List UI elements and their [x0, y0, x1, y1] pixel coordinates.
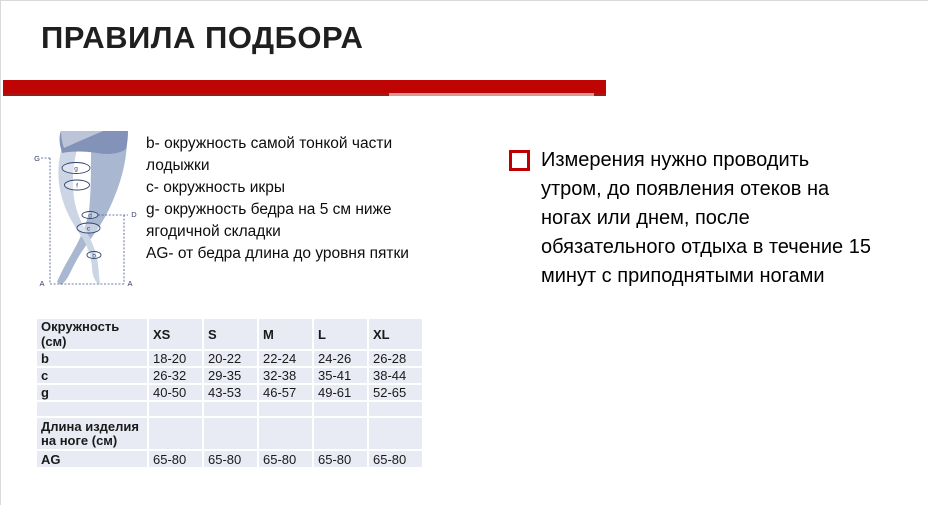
table-cell: 32-38 [259, 368, 312, 383]
table-header-cell: XL [369, 319, 422, 349]
table-row-g [37, 385, 422, 400]
legend-line-c: c- окружность икры [146, 179, 285, 196]
ring-label-c: c [86, 225, 91, 233]
row-label: g [37, 385, 147, 400]
table-row-ag [37, 451, 422, 467]
table-cell: 35-41 [314, 368, 367, 383]
table-cell: 49-61 [314, 385, 367, 400]
diagram-label-D: D [131, 210, 137, 219]
table-cell: 52-65 [369, 385, 422, 400]
table-cell [204, 418, 257, 449]
table-cell [259, 418, 312, 449]
table-row-b [37, 351, 422, 366]
table-row-length-header [37, 418, 422, 449]
measurement-note [509, 146, 911, 291]
table-cell: 38-44 [369, 368, 422, 383]
table-cell: 18-20 [149, 351, 202, 366]
legend-line-ag: AG- от бедра длина до уровня пятки [146, 245, 409, 262]
size-table [35, 317, 424, 469]
ring-label-d: d [88, 212, 92, 220]
note-line: минут с приподнятыми ногами [541, 265, 825, 287]
legend-line-g: g- окружность бедра на 5 см ниже ягодичной складки [146, 201, 392, 240]
table-header-cell: S [204, 319, 257, 349]
square-bullet-icon [509, 150, 530, 171]
table-cell: 26-28 [369, 351, 422, 366]
row-label: c [37, 368, 147, 383]
table-row-c [37, 368, 422, 383]
note-line: обязательного отдыха в течение 15 [541, 236, 871, 258]
note-line: ногах или днем, после [541, 207, 750, 229]
table-row-spacer [37, 402, 422, 416]
table-cell: 22-24 [259, 351, 312, 366]
note-line: утром, до появления отеков на [541, 178, 830, 200]
row-label: b [37, 351, 147, 366]
table-cell: 43-53 [204, 385, 257, 400]
table-cell: 29-35 [204, 368, 257, 383]
measurement-legend [146, 133, 444, 265]
row-label: Длина изделия на ноге (см) [37, 418, 147, 449]
table-cell [204, 402, 257, 416]
table-cell [314, 402, 367, 416]
row-label [37, 402, 147, 416]
table-cell: 65-80 [259, 451, 312, 467]
table-cell: 24-26 [314, 351, 367, 366]
table-cell [369, 402, 422, 416]
legs-measurement-diagram [31, 127, 143, 305]
note-line: Измерения нужно проводить [541, 149, 810, 171]
table-cell: 46-57 [259, 385, 312, 400]
title-divider-bar-shadow [3, 93, 606, 96]
note-text [541, 146, 871, 291]
table-cell [314, 418, 367, 449]
ring-label-f: f [76, 182, 78, 190]
title-divider-bar [3, 80, 606, 93]
table-cell: 65-80 [204, 451, 257, 467]
diagram-label-A-right: A [127, 279, 133, 288]
table-cell [369, 418, 422, 449]
ring-label-g: g [74, 165, 78, 173]
table-cell [259, 402, 312, 416]
diagram-label-A-left: A [39, 279, 45, 288]
row-label: AG [37, 451, 147, 467]
table-cell: 20-22 [204, 351, 257, 366]
table-cell: 26-32 [149, 368, 202, 383]
table-cell: 65-80 [314, 451, 367, 467]
table-header-cell: Окружность (см) [37, 319, 147, 349]
page-title: ПРАВИЛА ПОДБОРА [41, 20, 364, 55]
table-header-cell: XS [149, 319, 202, 349]
table-cell [149, 418, 202, 449]
table-header-cell: L [314, 319, 367, 349]
diagram-label-G: G [34, 154, 40, 163]
table-header-cell: M [259, 319, 312, 349]
ring-label-b: b [92, 252, 96, 260]
table-cell: 40-50 [149, 385, 202, 400]
table-cell: 65-80 [369, 451, 422, 467]
table-cell: 65-80 [149, 451, 202, 467]
legend-line-b: b- окружность самой тонкой части лодыжки [146, 135, 393, 174]
table-cell [149, 402, 202, 416]
table-header-row [37, 319, 422, 349]
